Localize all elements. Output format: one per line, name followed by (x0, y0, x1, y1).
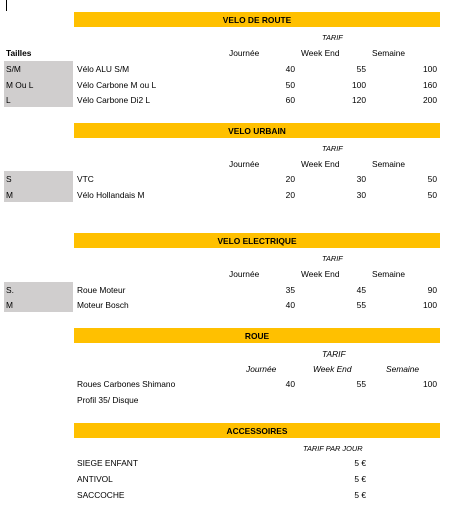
size-cell: S (6, 174, 12, 184)
price-semaine: 100 (423, 379, 437, 389)
col-header-journee: Journée (229, 269, 260, 279)
section-title: VELO DE ROUTE (222, 14, 292, 25)
col-header-journee: Journée (229, 159, 260, 169)
size-cells-bg (4, 171, 73, 202)
col-header-weekend: Week End (313, 364, 352, 374)
tarif-label: TARIF (322, 144, 343, 153)
price-semaine: 90 (427, 285, 437, 295)
col-header-semaine: Semaine (372, 269, 406, 279)
size-cell: L (6, 95, 11, 105)
price-weekend: 100 (352, 80, 366, 90)
item-name: Profil 35/ Disque (77, 395, 139, 405)
price-weekend: 45 (356, 285, 366, 295)
item-name: Vélo Carbone Di2 L (77, 95, 151, 105)
section-header-roue (74, 328, 440, 343)
size-cell: S/M (6, 64, 21, 74)
price-journee: 40 (285, 379, 295, 389)
price-weekend: 30 (356, 174, 366, 184)
item-name: Roue Moteur (77, 285, 126, 295)
col-header-semaine: Semaine (372, 48, 406, 58)
tailles-label: Tailles (6, 48, 32, 58)
col-header-weekend: Week End (301, 48, 340, 58)
item-name: Moteur Bosch (77, 300, 129, 310)
price-weekend: 55 (356, 64, 366, 74)
item-name: Roues Carbones Shimano (77, 379, 176, 389)
col-header-journee: Journée (246, 364, 277, 374)
price-weekend: 55 (356, 379, 366, 389)
section-title: VELO URBAIN (228, 125, 286, 136)
price-weekend: 120 (352, 95, 366, 105)
size-cells-bg (4, 282, 73, 312)
item-name: VTC (77, 174, 94, 184)
size-cell: M (6, 300, 13, 310)
price-semaine: 160 (423, 80, 437, 90)
price-journee: 35 (285, 285, 295, 295)
price-journee: 60 (285, 95, 295, 105)
section-header-velo-electrique (74, 233, 440, 248)
item-name: SIEGE ENFANT (77, 458, 138, 468)
item-name: ANTIVOL (77, 474, 113, 484)
size-cell: M (6, 190, 13, 200)
tarif-label: TARIF (322, 33, 343, 42)
col-header-semaine: Semaine (372, 159, 406, 169)
price-per-day: 5 € (354, 458, 366, 468)
tarif-label: TARIF (322, 349, 346, 359)
section-header-accessoires (74, 423, 440, 438)
text-cursor (6, 0, 7, 11)
price-journee: 50 (285, 80, 295, 90)
item-name: Vélo Hollandais M (77, 190, 145, 200)
price-per-day: 5 € (354, 490, 366, 500)
tarif-label: TARIF (322, 254, 343, 263)
section-header-velo-urbain (74, 123, 440, 138)
price-semaine: 50 (427, 174, 437, 184)
price-semaine: 50 (427, 190, 437, 200)
price-journee: 40 (285, 64, 295, 74)
price-per-day: 5 € (354, 474, 366, 484)
size-cell: M Ou L (6, 80, 34, 90)
price-semaine: 100 (423, 64, 437, 74)
section-title: ACCESSOIRES (226, 425, 288, 436)
col-header-semaine: Semaine (386, 364, 420, 374)
price-semaine: 200 (423, 95, 437, 105)
size-cell: S. (6, 285, 14, 295)
price-journee: 20 (285, 174, 295, 184)
item-name: Vélo ALU S/M (77, 64, 130, 74)
section-header-velo-de-route (74, 12, 440, 27)
tarif-par-jour-label: TARIF PAR JOUR (303, 444, 363, 453)
item-name: SACCOCHE (77, 490, 125, 500)
item-name: Vélo Carbone M ou L (77, 80, 157, 90)
col-header-weekend: Week End (301, 159, 340, 169)
price-journee: 20 (285, 190, 295, 200)
price-weekend: 55 (356, 300, 366, 310)
col-header-journee: Journée (229, 48, 260, 58)
section-title: VELO ELECTRIQUE (217, 235, 297, 246)
price-journee: 40 (285, 300, 295, 310)
price-semaine: 100 (423, 300, 437, 310)
price-weekend: 30 (356, 190, 366, 200)
col-header-weekend: Week End (301, 269, 340, 279)
section-title: ROUE (244, 330, 270, 341)
